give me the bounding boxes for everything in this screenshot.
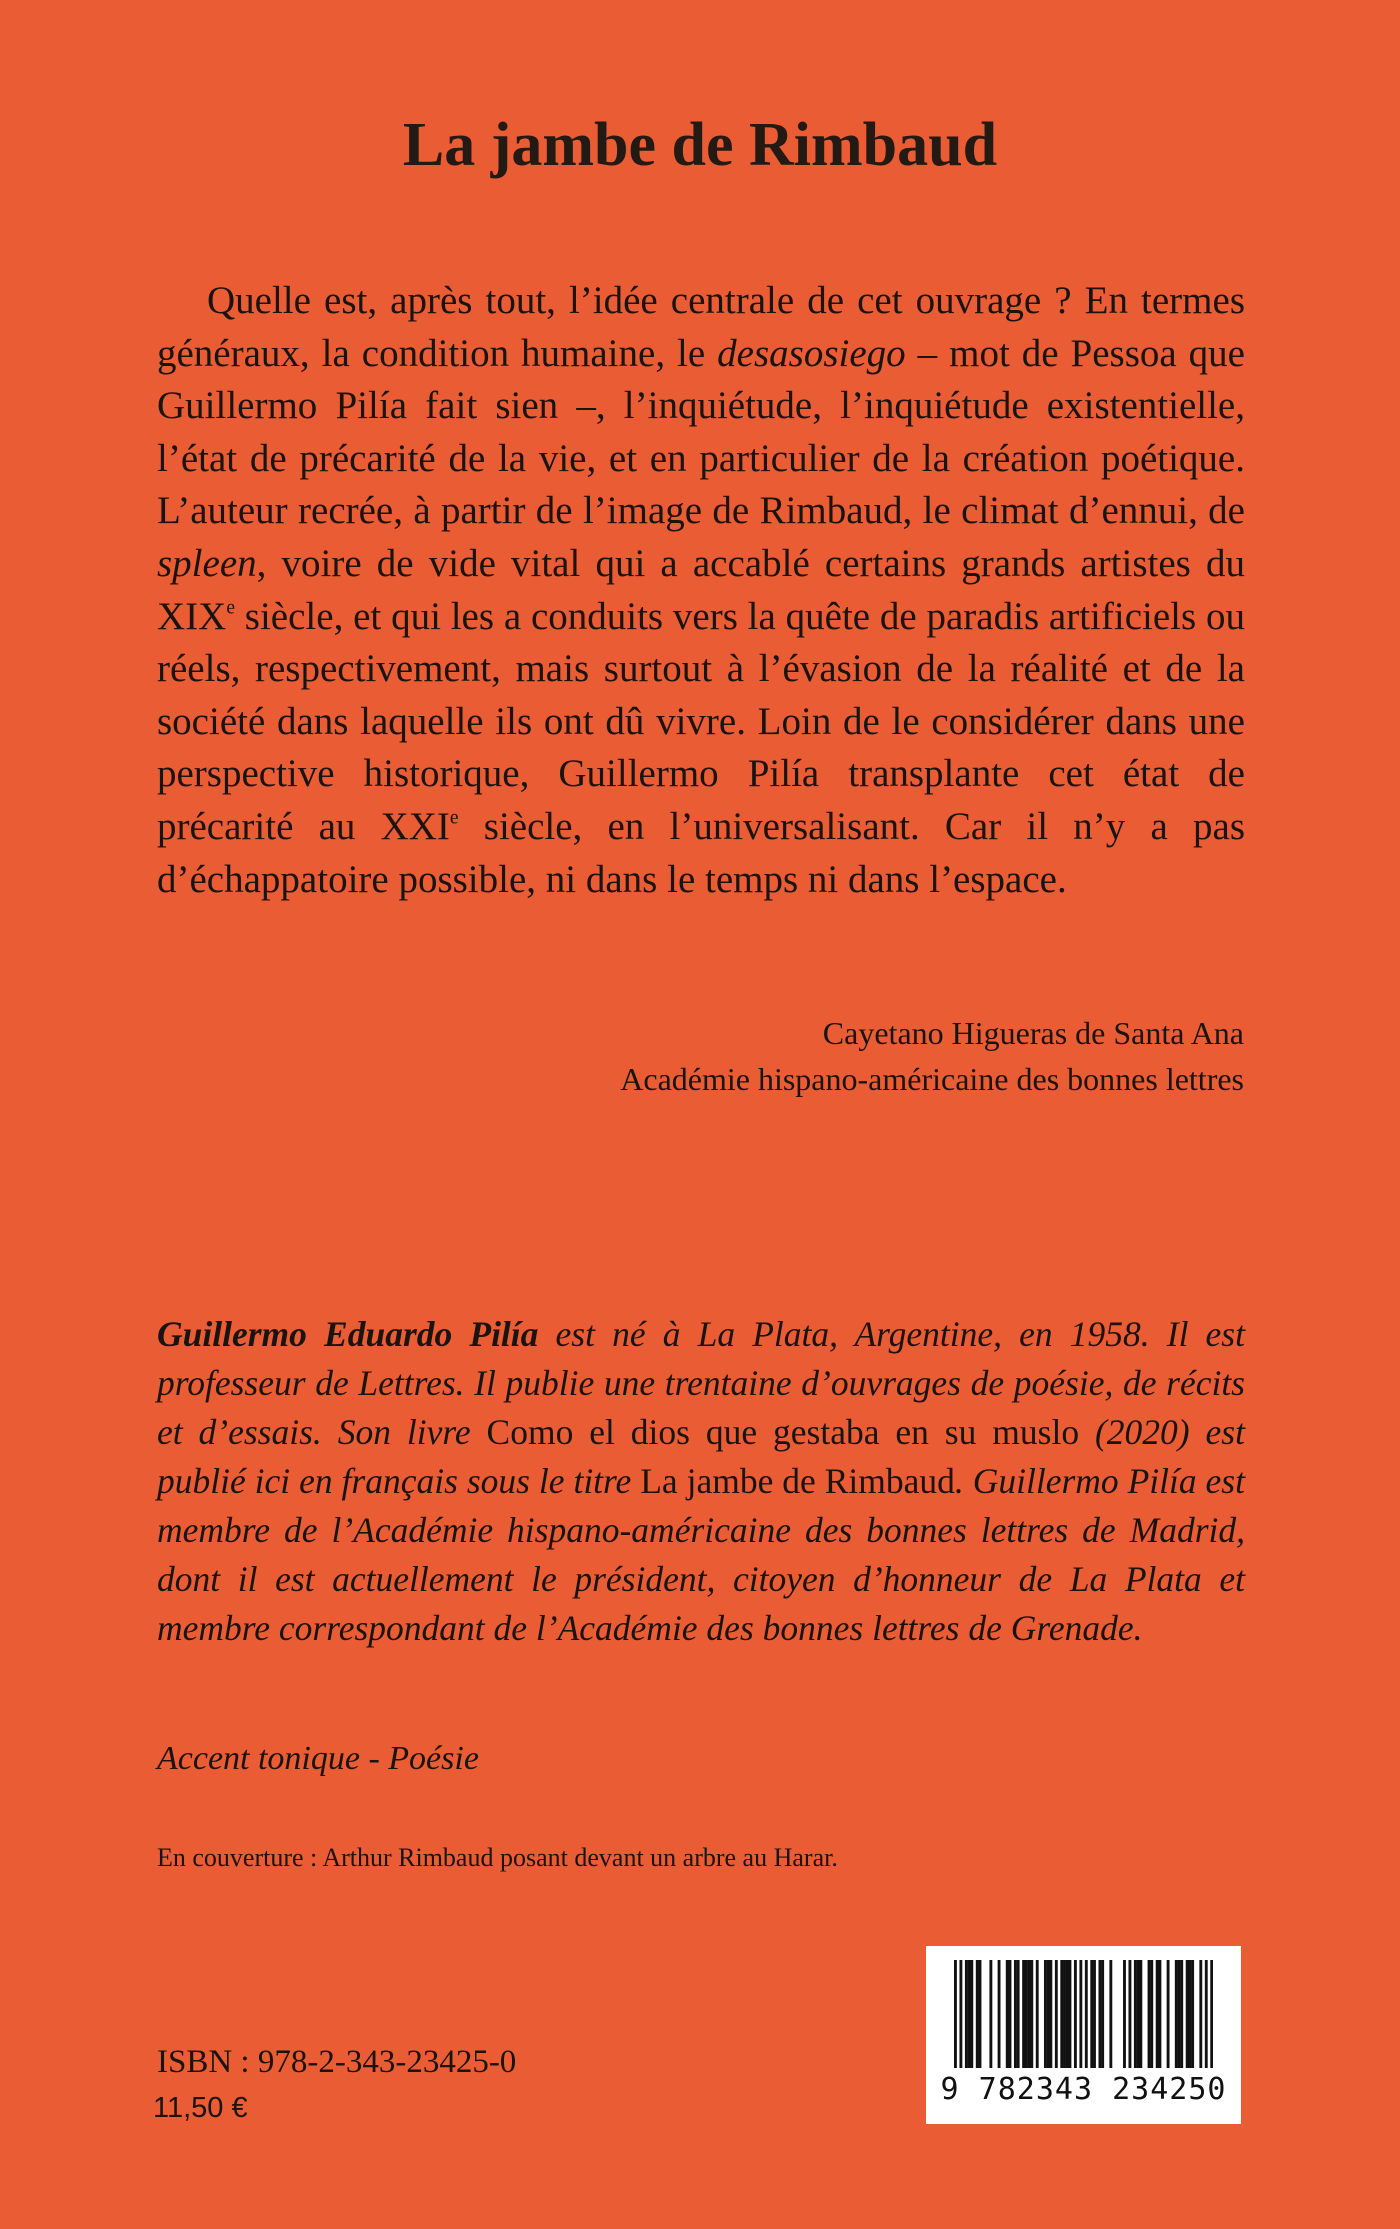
barcode-bar xyxy=(959,1960,962,2068)
signature-name: Cayetano Higueras de Santa Ana xyxy=(822,1015,1244,1051)
original-title: Como el dios que gestaba en su muslo xyxy=(486,1412,1080,1452)
barcode-bar xyxy=(1167,1960,1170,2068)
superscript-e: e xyxy=(449,807,459,829)
superscript-e: e xyxy=(226,596,235,618)
barcode-bar xyxy=(1188,1960,1191,2068)
blurb-paragraph xyxy=(157,275,1245,906)
barcode-bar xyxy=(1044,1960,1047,2068)
barcode-bar xyxy=(998,1960,1001,2068)
bio-text: est né à La Plata, Argentine, en 1958. Il est professeur de Lettres. Il publie une trentaine d’ouvrages de poésie, de récits et d’essais. Son livre xyxy=(157,1314,1245,1452)
barcode-bar xyxy=(1074,1960,1077,2068)
barcode-bar xyxy=(1030,1960,1033,2068)
barcode-bar xyxy=(1090,1960,1093,2068)
bio-text: (2020) est publié ici en français sous le titre xyxy=(157,1412,1245,1501)
barcode-bar xyxy=(1063,1960,1066,2068)
blurb-text: siècle, et qui les a conduits vers la quête de paradis artificiels ou réels, respectivement, mais surtout à l’évasion de la réalité et de la société dans laquelle ils ont dû vivre. Loin de le considérer dans une perspective historique, Guillermo Pilía transplante cet état de précarité au XXI xyxy=(157,594,1245,848)
barcode-bar xyxy=(1017,1960,1020,2068)
barcode-bar xyxy=(1137,1960,1140,2068)
barcode-bar xyxy=(1101,1960,1104,2068)
barcode-bar xyxy=(979,1960,982,2068)
barcode-bar xyxy=(1060,1960,1063,2068)
blurb-text: , voire de vide vital qui a accablé certains grands artistes du XIX xyxy=(157,541,1245,638)
barcode-bar xyxy=(1047,1960,1050,2068)
barcode-bar xyxy=(1156,1960,1159,2068)
barcode-bar xyxy=(954,1960,957,2068)
barcode-bar xyxy=(1079,1960,1082,2068)
barcode-bar xyxy=(1123,1960,1126,2068)
barcode-bar xyxy=(1055,1960,1058,2068)
book-title: La jambe de Rimbaud xyxy=(402,111,998,179)
barcode-bar xyxy=(965,1960,968,2068)
barcode-bars xyxy=(954,1960,1213,2068)
author-bio xyxy=(157,1310,1245,1653)
barcode-bar xyxy=(1128,1960,1131,2068)
barcode-bar xyxy=(1175,1960,1178,2068)
barcode-bar xyxy=(1134,1960,1137,2068)
barcode-bar xyxy=(1066,1960,1069,2068)
isbn: ISBN : 978-2-343-23425-0 xyxy=(157,2044,517,2080)
price: 11,50 € xyxy=(153,2092,248,2124)
blurb-italic-spleen: spleen xyxy=(157,541,257,585)
barcode-bar xyxy=(1139,1960,1142,2068)
barcode-bar xyxy=(1036,1960,1039,2068)
blurb-italic-desasosiego: desasosiego xyxy=(717,331,906,375)
barcode-bar xyxy=(1009,1960,1012,2068)
barcode-bar xyxy=(1158,1960,1161,2068)
barcode-bar xyxy=(1028,1960,1031,2068)
barcode-bar xyxy=(1180,1960,1183,2068)
barcode-bar xyxy=(1148,1960,1151,2068)
barcode-bar xyxy=(1049,1960,1052,2068)
barcode-bar xyxy=(1210,1960,1213,2068)
barcode-bar xyxy=(1085,1960,1088,2068)
cover-credit: En couverture : Arthur Rimbaud posant devant un arbre au Harar. xyxy=(157,1843,838,1872)
barcode-bar xyxy=(1006,1960,1009,2068)
barcode-digits: 9 782343 234250 xyxy=(940,2072,1227,2107)
barcode-bar xyxy=(1199,1960,1202,2068)
barcode-bar xyxy=(1069,1960,1072,2068)
blurb-text: siècle, en l’universalisant. Car il n’y a pas d’échappatoire possible, ni dans le temps ni dans l’espace. xyxy=(157,804,1245,901)
barcode-bar xyxy=(1186,1960,1189,2068)
barcode-bar xyxy=(1178,1960,1181,2068)
barcode-bar xyxy=(970,1960,973,2068)
blurb-text: Quelle est, après tout, l’idée centrale de cet ouvrage ? En termes généraux, la condition humaine, le xyxy=(157,279,1245,375)
barcode-bar xyxy=(1093,1960,1096,2068)
french-title: La jambe de Rimbaud xyxy=(640,1461,955,1501)
barcode-bar xyxy=(989,1960,992,2068)
author-name: Guillermo Eduardo Pilía xyxy=(157,1314,539,1354)
barcode-bar xyxy=(1191,1960,1194,2068)
barcode-bar xyxy=(1014,1960,1017,2068)
barcode-bar xyxy=(1205,1960,1208,2068)
barcode-bar xyxy=(1022,1960,1025,2068)
signature-affiliation: Académie hispano-américaine des bonnes lettres xyxy=(620,1061,1244,1097)
barcode xyxy=(926,1946,1241,2124)
blurb-text: – mot de Pessoa que Guillermo Pilía fait sien –, l’inquiétude, l’inquiétude existentielle, l’état de précarité de la vie, et en particulier de la création poétique. L’auteur recrée, à partir de l’image de Rimbaud, le climat d’ennui, de xyxy=(157,331,1245,533)
barcode-bar xyxy=(1150,1960,1153,2068)
collection-name: Accent tonique - Poésie xyxy=(157,1740,479,1777)
barcode-bar xyxy=(968,1960,971,2068)
barcode-bar xyxy=(976,1960,979,2068)
bio-text: . Guillermo Pilía est membre de l’Académie hispano-américaine des bonnes lettres de Madrid, dont il est actuellement le président, citoyen d’honneur de La Plata et membre correspondant de l’Académie des bonnes lettres de Grenade. xyxy=(157,1461,1245,1648)
barcode-bar xyxy=(1098,1960,1101,2068)
barcode-bar xyxy=(1025,1960,1028,2068)
barcode-bar xyxy=(1109,1960,1112,2068)
